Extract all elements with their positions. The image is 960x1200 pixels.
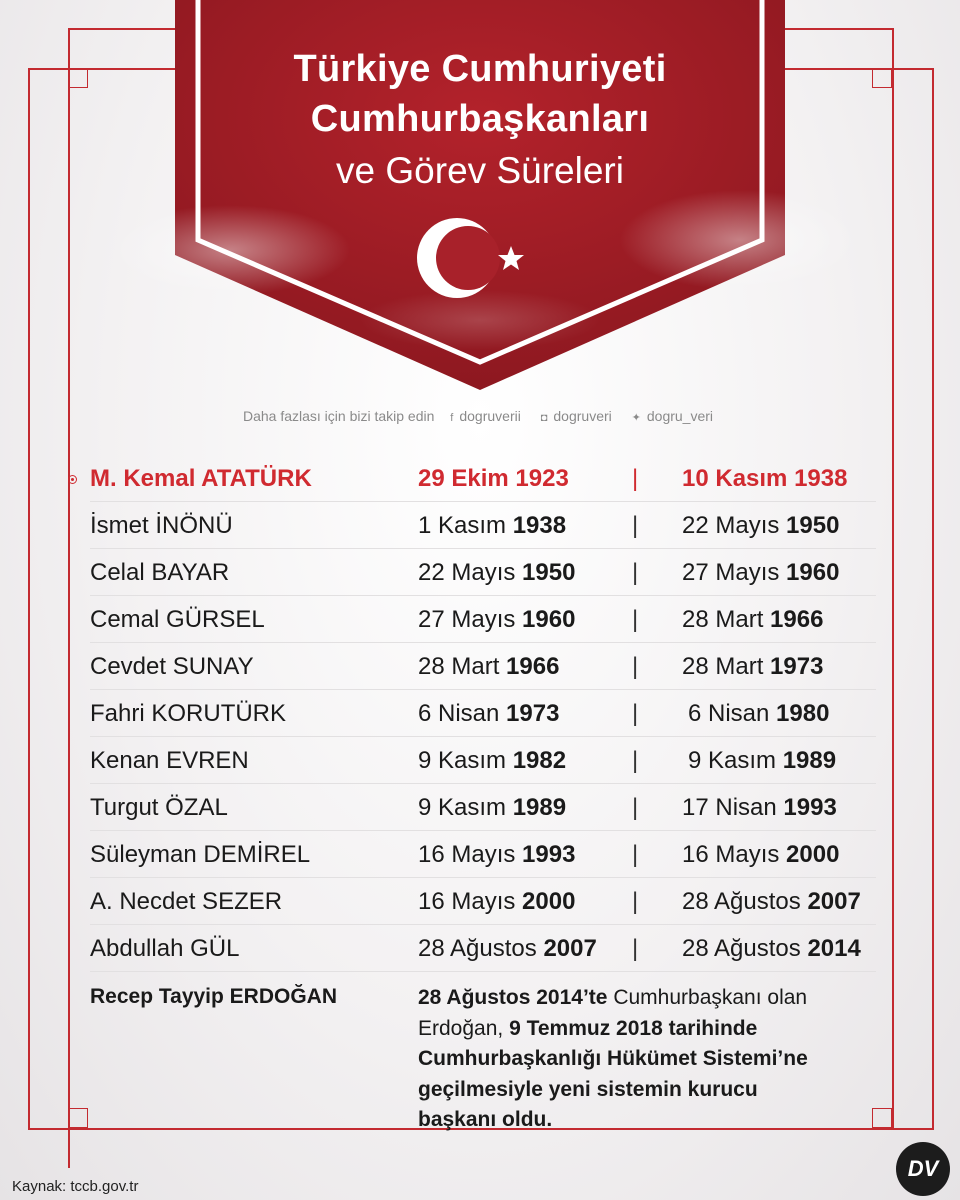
table-row (90, 831, 876, 878)
end-date: 28 Mart 1966 (682, 606, 824, 633)
start-date: 6 Nisan 1973 (418, 700, 560, 727)
separator: | (632, 559, 639, 586)
note-text-1: Cumhurbaşkanı olan Erdoğan, (418, 986, 808, 1040)
separator: | (632, 700, 639, 727)
start-date: 22 Mayıs 1950 (418, 559, 576, 586)
separator: | (632, 794, 639, 821)
note-bold-2: 9 Temmuz 2018 tarihinde Cumhurbaşkanlığı Hükümet Sistemi’ne geçilmesiyle yeni sistemin kurucu başkanı oldu. (418, 1016, 808, 1131)
end-date: 28 Ağustos 2014 (682, 935, 861, 962)
table-row (90, 549, 876, 596)
start-date: 1 Kasım 1938 (418, 512, 567, 539)
table-row (90, 455, 876, 502)
president-name: Celal BAYAR (90, 559, 230, 586)
table-row (90, 878, 876, 925)
separator: | (632, 606, 639, 633)
last-president-note (418, 983, 838, 1136)
president-name: Cemal GÜRSEL (90, 606, 265, 633)
smoke-left (110, 205, 350, 295)
president-name: Turgut ÖZAL (90, 794, 228, 821)
separator: | (632, 841, 639, 868)
separator: | (632, 512, 639, 539)
start-date: 16 Mayıs 1993 (418, 841, 576, 868)
separator: | (632, 653, 639, 680)
presidents-table (90, 455, 876, 972)
start-date: 29 Ekim 1923 (418, 465, 569, 492)
president-name: İsmet İNÖNÜ (90, 512, 233, 539)
twitter-icon: ✦ (631, 412, 641, 424)
start-date: 9 Kasım 1989 (418, 794, 567, 821)
table-row (90, 502, 876, 549)
social-line (0, 408, 960, 424)
end-date: 6 Nisan 1980 (688, 700, 830, 727)
end-date: 28 Ağustos 2007 (682, 888, 861, 915)
end-date: 16 Mayıs 2000 (682, 841, 840, 868)
president-name: A. Necdet SEZER (90, 888, 283, 915)
end-date: 27 Mayıs 1960 (682, 559, 840, 586)
president-name: Kenan EVREN (90, 747, 249, 774)
social-prompt: Daha fazlası için bizi takip edin (242, 408, 435, 424)
start-date: 16 Mayıs 2000 (418, 888, 576, 915)
start-date: 28 Ağustos 2007 (418, 935, 597, 962)
end-date: 9 Kasım 1989 (688, 747, 837, 774)
president-name: M. Kemal ATATÜRK (90, 465, 312, 492)
title-block (170, 44, 790, 198)
title-line-2: Cumhurbaşkanları (310, 98, 650, 140)
end-date: 17 Nisan 1993 (682, 794, 837, 821)
smoke-right (620, 190, 860, 290)
table-row (90, 596, 876, 643)
president-name: Cevdet SUNAY (90, 653, 254, 680)
facebook-link[interactable] (446, 408, 525, 424)
instagram-handle: dogruveri (553, 408, 612, 424)
table-row (90, 643, 876, 690)
table-row (90, 925, 876, 972)
facebook-handle: dogruverii (459, 408, 521, 424)
frame-corner-bottom-left (68, 1108, 88, 1128)
end-date: 22 Mayıs 1950 (682, 512, 840, 539)
start-date: 27 Mayıs 1960 (418, 606, 576, 633)
separator: | (632, 465, 639, 492)
start-date: 28 Mart 1966 (418, 653, 560, 680)
dv-logo: DV (896, 1142, 950, 1196)
title-line-3: ve Görev Süreleri (336, 150, 624, 191)
twitter-link[interactable] (628, 408, 717, 424)
table-row (90, 690, 876, 737)
president-name: Fahri KORUTÜRK (90, 700, 287, 727)
last-president-name: Recep Tayyip ERDOĞAN (90, 985, 338, 1008)
frame-corner-bottom-right (872, 1108, 892, 1128)
president-name: Süleyman DEMİREL (90, 841, 311, 868)
table-row (90, 784, 876, 831)
end-date: 10 Kasım 1938 (682, 465, 848, 492)
instagram-icon: ◘ (540, 412, 548, 424)
table-row (90, 737, 876, 784)
source-text: Kaynak: tccb.gov.tr (12, 1178, 139, 1195)
president-name: Abdullah GÜL (90, 935, 240, 962)
end-date: 28 Mart 1973 (682, 653, 824, 680)
twitter-handle: dogru_veri (646, 408, 714, 424)
title-line-1: Türkiye Cumhuriyeti (293, 48, 667, 90)
separator: | (632, 747, 639, 774)
facebook-icon: f (450, 412, 454, 424)
separator: | (632, 935, 639, 962)
separator: | (632, 888, 639, 915)
start-date: 9 Kasım 1982 (418, 747, 567, 774)
smoke-center (360, 290, 600, 350)
bullet-icon (68, 475, 77, 484)
instagram-link[interactable] (537, 408, 616, 424)
note-bold-1: 28 Ağustos 2014’te (418, 986, 608, 1009)
